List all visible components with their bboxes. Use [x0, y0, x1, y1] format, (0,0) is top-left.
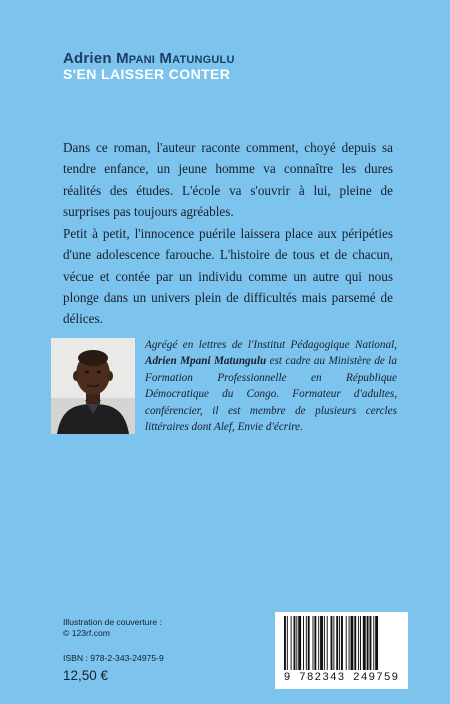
bio-author-name: Adrien Mpani Matungulu [145, 355, 267, 368]
isbn-number: ISBN : 978-2-343-24975-9 [63, 653, 164, 663]
barcode [275, 612, 408, 689]
book-title: S'EN LAISSER CONTER [63, 66, 231, 82]
barcode-digits: 9 782343 249759 [283, 672, 400, 684]
synopsis-paragraph-1: Dans ce roman, l'auteur raconte comment, choyé depuis sa tendre enfance, un jeune homme va connaître les dures réalités des études. L'école va s'ouvrir à lui, pleine de surprises pas toujours agréables. [63, 140, 393, 219]
bio-lead: Agrégé en lettres de l'Institut Pédagogique National, [145, 339, 397, 351]
barcode-icon [275, 612, 408, 674]
author-biography [145, 337, 397, 435]
synopsis-paragraph-2: Petit à petit, l'innocence puérile laissera place aux péripéties d'une adolescence farouche. L'histoire de tous et de chacun, vécue et contée par un individu comme un autre qui nous plonge dans un univers plein de difficultés mais parsemé de délices. [63, 226, 393, 327]
author-portrait-icon [51, 338, 135, 434]
bio-rest: est cadre au Ministère de la Formation Professionnelle en République Démocratique du Congo. Formateur d'adultes, conférencier, il est membre de plusieurs cercles littéraires dont Alef, Envie d'écrire. [145, 355, 397, 434]
author-photo [51, 338, 135, 434]
author-name [63, 50, 235, 67]
author-last-name: Mpani Matungulu [116, 50, 235, 67]
illustration-credit [63, 617, 162, 639]
credit-label: Illustration de couverture : [63, 617, 162, 627]
author-first-name: Adrien [63, 50, 112, 67]
book-price: 12,50 € [63, 668, 109, 683]
credit-source: © 123rf.com [63, 628, 110, 638]
